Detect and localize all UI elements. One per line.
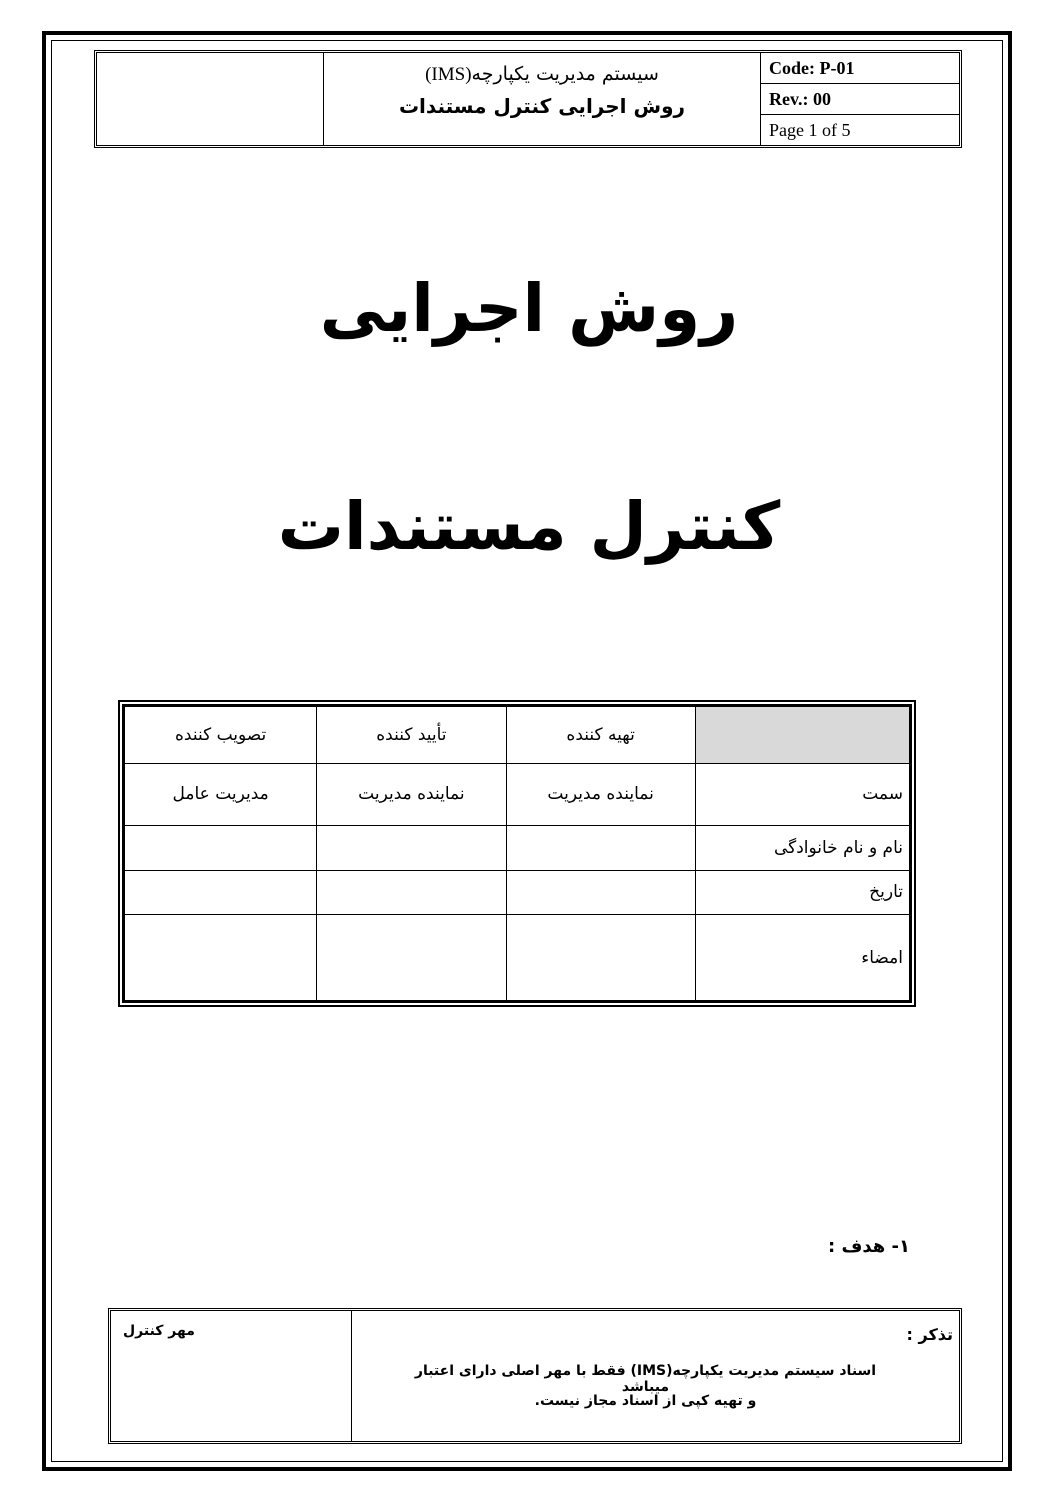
table-cell: نماینده مدیریت xyxy=(317,763,506,826)
footer-box xyxy=(108,1308,962,1444)
table-row xyxy=(125,826,910,870)
system-name-text: سیستم مدیریت یکپارچه xyxy=(471,63,659,85)
blank-header-cell xyxy=(695,707,909,764)
table-cell: مدیریت عامل xyxy=(125,763,317,826)
table-cell xyxy=(506,870,695,914)
table-cell xyxy=(506,915,695,1001)
header-title-cell xyxy=(324,53,761,145)
table-cell xyxy=(317,870,506,914)
goal-heading: ۱- هدف : xyxy=(828,1236,910,1257)
row-label-position: سمت xyxy=(695,763,909,826)
stamp-cell xyxy=(111,1311,351,1441)
row-label-name: نام و نام خانوادگی xyxy=(695,826,909,870)
cover-title-line1: روش اجرایی xyxy=(319,270,739,347)
table-row xyxy=(125,763,910,826)
note-line-1: اسناد سیستم مدیریت یکپارچه(IMS) فقط با مهر اصلی دارای اعتبار میباشد xyxy=(414,1363,877,1395)
document-code: Code: P-01 xyxy=(761,53,959,84)
approval-table xyxy=(118,700,916,1007)
procedure-title: روش اجرایی کنترل مستندات xyxy=(398,94,686,118)
logo-cell xyxy=(97,53,324,145)
page-number: Page 1 of 5 xyxy=(769,119,851,140)
column-prepared-by: تهیه کننده xyxy=(506,707,695,764)
table-cell xyxy=(125,915,317,1001)
cover-title-line2: کنترل مستندات xyxy=(277,488,781,565)
table-cell xyxy=(506,826,695,870)
document-header xyxy=(94,50,962,148)
approval-header-row xyxy=(125,707,910,764)
row-label-date: تاریخ xyxy=(695,870,909,914)
note-cell xyxy=(351,1311,959,1441)
stamp-label: مهر کنترل xyxy=(123,1323,195,1339)
note-line-2: و تهیه کپی از اسناد مجاز نیست. xyxy=(534,1393,757,1409)
table-row xyxy=(125,870,910,914)
table-cell xyxy=(125,826,317,870)
system-name xyxy=(324,63,760,86)
table-row xyxy=(125,915,910,1001)
row-label-signature: امضاء xyxy=(695,915,909,1001)
column-approved-by: تصویب کننده xyxy=(125,707,317,764)
column-confirmed-by: تأیید کننده xyxy=(317,707,506,764)
table-cell: نماینده مدیریت xyxy=(506,763,695,826)
system-abbr: (IMS) xyxy=(425,64,472,85)
document-revision: Rev.: 00 xyxy=(761,84,959,115)
document-control-cell xyxy=(761,53,959,145)
note-title: تذکر : xyxy=(906,1325,953,1344)
table-cell xyxy=(125,870,317,914)
table-cell xyxy=(317,915,506,1001)
table-cell xyxy=(317,826,506,870)
